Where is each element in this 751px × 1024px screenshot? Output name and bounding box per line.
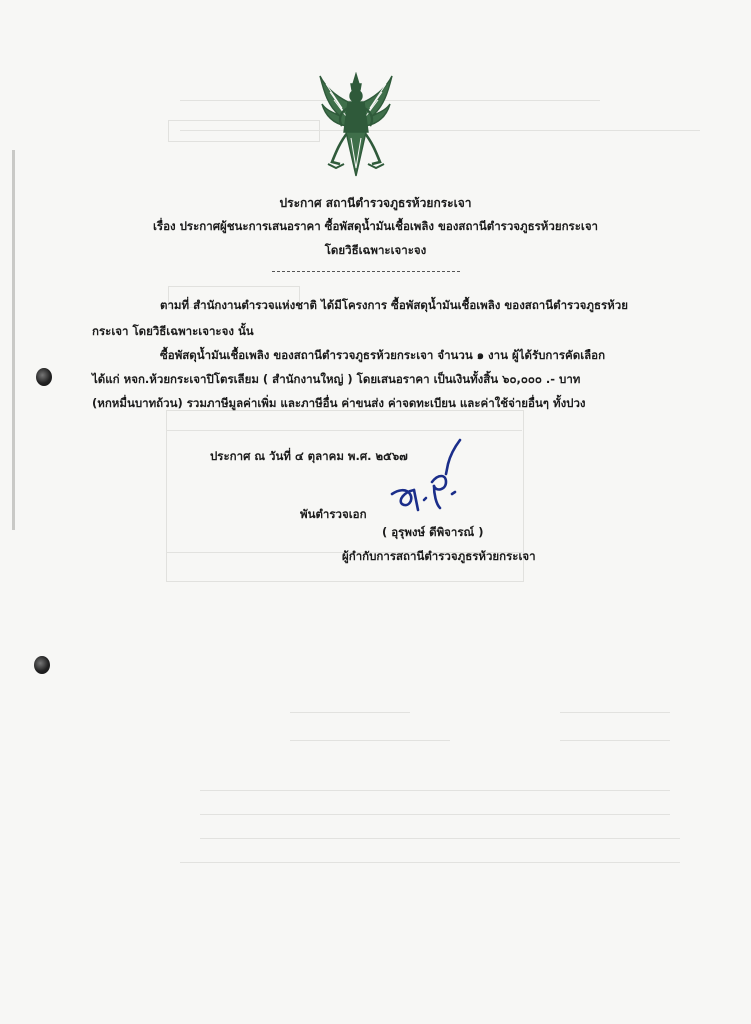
bleed-through-line <box>560 712 670 713</box>
bleed-through-line <box>290 740 450 741</box>
bleed-through-line <box>200 814 670 815</box>
announcement-subject: เรื่อง ประกาศผู้ชนะการเสนอราคา ซื้อพัสดุน้ำมันเชื้อเพลิง ของสถานีตำรวจภูธรห้วยกระเจา <box>152 219 599 233</box>
paragraph-1-line-1: ตามที่ สำนักงานตำรวจแห่งชาติ ได้มีโครงการ ซื้อพัสดุน้ำมันเชื้อเพลิง ของสถานีตำรวจภูธรห้วย <box>160 298 628 312</box>
announcement-date: ประกาศ ณ วันที่ ๔ ตุลาคม พ.ศ. ๒๕๖๗ <box>210 449 408 463</box>
bleed-through-line <box>200 790 670 791</box>
paragraph-2-line-1: ซื้อพัสดุน้ำมันเชื้อเพลิง ของสถานีตำรวจภูธรห้วยกระเจา จำนวน ๑ งาน ผู้ได้รับการคัดเลือก <box>160 348 606 362</box>
punch-hole-icon <box>36 368 52 386</box>
signatory-name: ( อุรุพงษ์ ดีพิจารณ์ ) <box>382 525 484 539</box>
signatory-position: ผู้กำกับการสถานีตำรวจภูธรห้วยกระเจา <box>342 549 536 563</box>
paragraph-2-line-3: (หกหมื่นบาทถ้วน) รวมภาษีมูลค่าเพิ่ม และภาษีอื่น ค่าขนส่ง ค่าจดทะเบียน และค่าใช้จ่ายอื่นๆ ทั้งปวง <box>92 396 586 410</box>
paragraph-2-line-2: ได้แก่ หจก.ห้วยกระเจาปิโตรเลียม ( สำนักงานใหญ่ ) โดยเสนอราคา เป็นเงินทั้งสิ้น ๖๐,๐๐๐ .- บาท <box>92 372 581 386</box>
title-divider <box>272 271 460 272</box>
bleed-through-line <box>180 862 680 863</box>
bleed-through-line <box>166 430 522 431</box>
bleed-through-line <box>560 740 670 741</box>
punch-hole-icon <box>34 656 50 674</box>
announcement-title: ประกาศ สถานีตำรวจภูธรห้วยกระเจา <box>279 196 472 210</box>
bleed-through-line <box>200 838 680 839</box>
bleed-through-line <box>290 712 410 713</box>
handwritten-signature-icon <box>388 434 488 514</box>
binding-edge <box>12 150 15 530</box>
garuda-emblem-icon <box>318 72 394 180</box>
paragraph-1-line-2: กระเจา โดยวิธีเฉพาะเจาะจง นั้น <box>92 324 254 338</box>
bleed-through-line <box>180 130 700 131</box>
procurement-method: โดยวิธีเฉพาะเจาะจง <box>324 243 427 257</box>
signatory-rank: พันตำรวจเอก <box>300 507 367 521</box>
bleed-through-box <box>168 120 320 142</box>
